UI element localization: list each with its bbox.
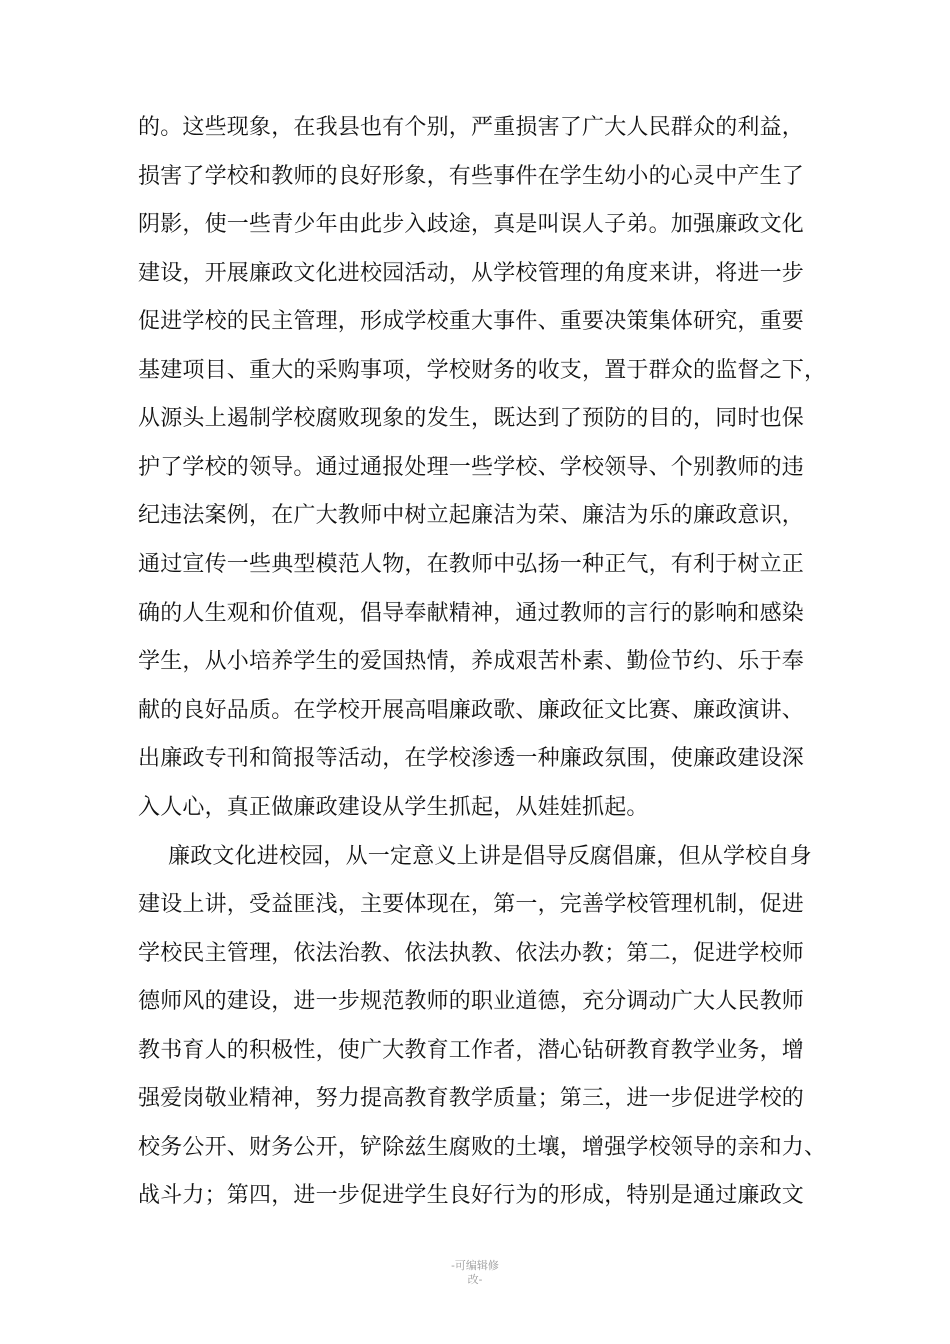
text-line: 阴影，使一些青少年由此步入歧途，真是叫误人子弟。加强廉政文化 [138, 212, 805, 237]
text-line: 入人心，真正做廉政建设从学生抓起，从娃娃抓起。 [138, 795, 649, 820]
text-line: 促进学校的民主管理，形成学校重大事件、重要决策集体研究，重要 [138, 309, 805, 334]
footer-note [0, 1259, 950, 1287]
text-line: 确的人生观和价值观，倡导奉献精神，通过教师的言行的影响和感染 [138, 601, 805, 626]
text-line: 学生，从小培养学生的爱国热情，养成艰苦朴素、勤俭节约、乐于奉 [138, 649, 805, 674]
text-line: 护了学校的领导。通过通报处理一些学校、学校领导、个别教师的违 [138, 455, 805, 480]
text-line: 战斗力；第四，进一步促进学生良好行为的形成，特别是通过廉政文 [138, 1183, 805, 1208]
text-line: 的。这些现象，在我县也有个别，严重损害了广大人民群众的利益， [138, 115, 805, 140]
text-line: 损害了学校和教师的良好形象，有些事件在学生幼小的心灵中产生了 [138, 164, 805, 189]
footer-line-2: 改- [467, 1273, 483, 1286]
footer-line-1: -可编辑修 [451, 1259, 499, 1272]
text-line: 强爱岗敬业精神，努力提高教育教学质量；第三，进一步促进学校的 [138, 1086, 805, 1111]
text-line: 建设，开展廉政文化进校园活动，从学校管理的角度来讲，将进一步 [138, 261, 805, 286]
text-line: 从源头上遏制学校腐败现象的发生，既达到了预防的目的，同时也保 [138, 406, 805, 431]
text-line: 出廉政专刊和简报等活动，在学校渗透一种廉政氛围，使廉政建设深 [138, 746, 805, 771]
text-line: 纪违法案例，在广大教师中树立起廉洁为荣、廉洁为乐的廉政意识， [138, 503, 805, 528]
text-line: 教书育人的积极性，使广大教育工作者，潜心钻研教育教学业务，增 [138, 1038, 805, 1063]
text-line: 学校民主管理，依法治教、依法执教、依法办教；第二，促进学校师 [138, 941, 805, 966]
text-line: 建设上讲，受益匪浅，主要体现在，第一，完善学校管理机制，促进 [138, 892, 805, 917]
text-line: 献的良好品质。在学校开展高唱廉政歌、廉政征文比赛、廉政演讲、 [138, 698, 805, 723]
paragraph-first-line: 廉政文化进校园，从一定意义上讲是倡导反腐倡廉，但从学校自身 [168, 844, 812, 869]
text-line: 德师风的建设，进一步规范教师的职业道德，充分调动广大人民教师 [138, 989, 805, 1014]
text-line: 校务公开、财务公开，铲除兹生腐败的土壤，增强学校领导的亲和力、 [138, 1135, 827, 1160]
text-line: 基建项目、重大的采购事项，学校财务的收支，置于群众的监督之下， [138, 358, 827, 383]
text-line: 通过宣传一些典型模范人物，在教师中弘扬一种正气，有利于树立正 [138, 552, 805, 577]
